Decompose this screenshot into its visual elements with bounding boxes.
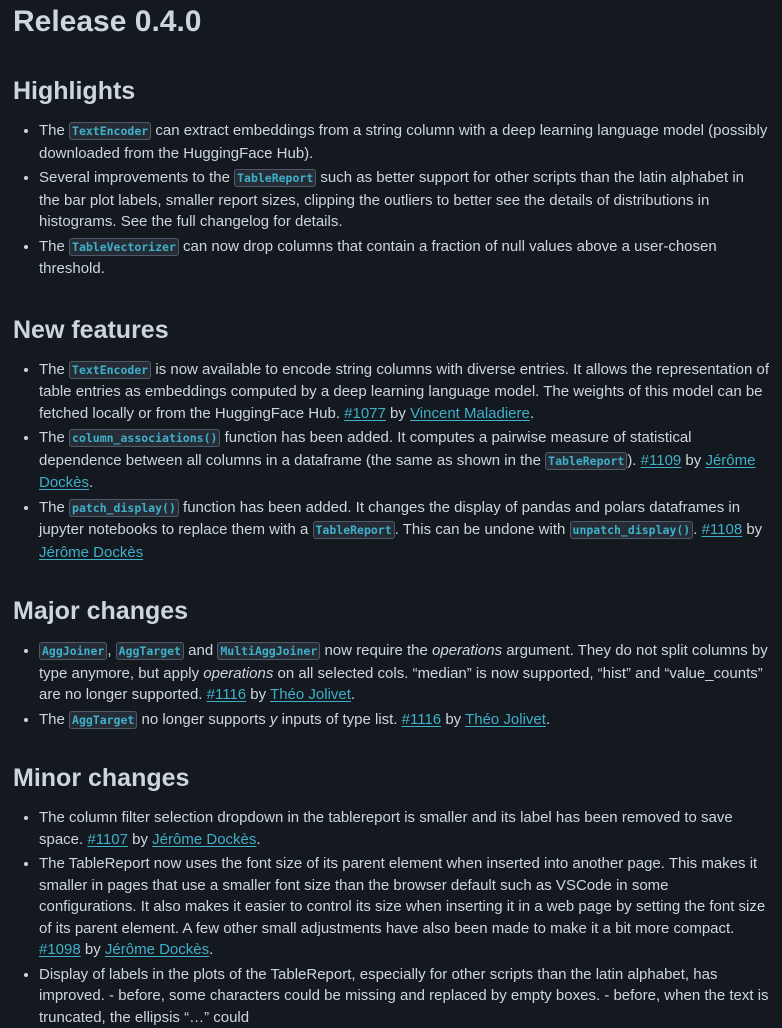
highlights-list xyxy=(13,120,769,280)
minor-changes-heading: Minor changes xyxy=(13,763,769,793)
author-link[interactable]: Théo Jolivet xyxy=(270,686,351,703)
pull-request-link[interactable]: #1107 xyxy=(87,831,128,848)
author-link[interactable]: Jérôme Dockès xyxy=(39,452,755,492)
list-item: • The TableVectorizer can now drop columns that contain a fraction of null values above a user-chosen threshold. xyxy=(39,236,769,280)
list-item: • AggJoiner , AggTarget and MultiAggJoiner now require the operations argument. They do not split columns by type anymore, but apply operations on all selected cols. “median” is now supported, “hist” and “value_counts” are no longer supported. #1116 by Théo Jolivet. xyxy=(39,640,769,706)
author-link[interactable]: Jérôme Dockès xyxy=(152,831,256,848)
new-features-heading: New features xyxy=(13,315,769,345)
code-reference: TableVectorizer xyxy=(69,238,179,256)
author-link[interactable]: Théo Jolivet xyxy=(465,711,546,728)
list-item: • The column_associations() function has been added. It computes a pairwise measure of statistical dependence between all columns in a dataframe (the same as shown in the TableReport ). #1109 by Jérôme Dockès. xyxy=(39,427,769,494)
code-reference: AggJoiner xyxy=(39,642,107,660)
code-reference: TableReport xyxy=(545,452,627,470)
code-reference: column_associations() xyxy=(69,429,220,447)
list-item: • The AggTarget no longer supports y inputs of type list. #1116 by Théo Jolivet. xyxy=(39,709,769,732)
highlights-heading: Highlights xyxy=(13,76,769,106)
code-reference: TableReport xyxy=(313,521,395,539)
list-item: • Several improvements to the TableReport such as better support for other scripts than the latin alphabet in the bar plot labels, smaller report sizes, clipping the outliers to better see the details of distributions in histograms. See the full changelog for details. xyxy=(39,167,769,233)
pull-request-link[interactable]: #1108 xyxy=(702,521,743,538)
pull-request-link[interactable]: #1116 xyxy=(402,711,442,728)
code-reference: TableReport xyxy=(234,169,316,187)
list-item: • The TextEncoder is now available to encode string columns with diverse entries. It allows the representation of table entries as embeddings computed by a deep learning language model. The weights of this model can be fetched locally or from the HuggingFace Hub. #1077 by Vincent Maladiere. xyxy=(39,359,769,425)
minor-changes-list xyxy=(13,807,769,1028)
author-link[interactable]: Jérôme Dockès xyxy=(39,544,143,561)
pull-request-link[interactable]: #1077 xyxy=(344,405,386,422)
new-features-list xyxy=(13,359,769,564)
code-reference: TextEncoder xyxy=(69,122,151,140)
major-changes-heading: Major changes xyxy=(13,596,769,626)
pull-request-link[interactable]: #1116 xyxy=(207,686,247,703)
list-item: • The TableReport now uses the font size of its parent element when inserted into another page. This makes it smaller in pages that use a smaller font size than the browser default such as VSCode in some configurations. It also makes it easier to control its size when inserting it in a web page by setting the font size of its parent element. A few other small adjustments have also been made to make it a bit more compact. #1098 by Jérôme Dockès. xyxy=(39,853,769,961)
page-title: Release 0.4.0 xyxy=(13,0,769,50)
pull-request-link[interactable]: #1098 xyxy=(39,941,81,958)
author-link[interactable]: Vincent Maladiere xyxy=(410,405,530,422)
list-item: • Display of labels in the plots of the TableReport, especially for other scripts than the latin alphabet, has improved. - before, some characters could be missing and replaced by empty boxes. - before, when the text is truncated, the ellipsis “…” could xyxy=(39,964,769,1028)
author-link[interactable]: Jérôme Dockès xyxy=(105,941,209,958)
code-reference: patch_display() xyxy=(69,499,179,517)
list-item: • The TextEncoder can extract embeddings from a string column with a deep learning language model (possibly downloaded from the HuggingFace Hub). xyxy=(39,120,769,164)
list-item: • The patch_display() function has been added. It changes the display of pandas and polars dataframes in jupyter notebooks to replace them with a TableReport . This can be undone with unpatch_display() . #1108 by Jérôme Dockès xyxy=(39,497,769,564)
code-reference: AggTarget xyxy=(116,642,184,660)
pull-request-link[interactable]: #1109 xyxy=(641,452,682,469)
major-changes-list xyxy=(13,640,769,731)
code-reference: AggTarget xyxy=(69,711,137,729)
code-reference: unpatch_display() xyxy=(570,521,694,539)
code-reference: MultiAggJoiner xyxy=(217,642,320,660)
code-reference: TextEncoder xyxy=(69,361,151,379)
list-item: • The column filter selection dropdown in the tablereport is smaller and its label has been removed to save space. #1107 by Jérôme Dockès. xyxy=(39,807,769,850)
